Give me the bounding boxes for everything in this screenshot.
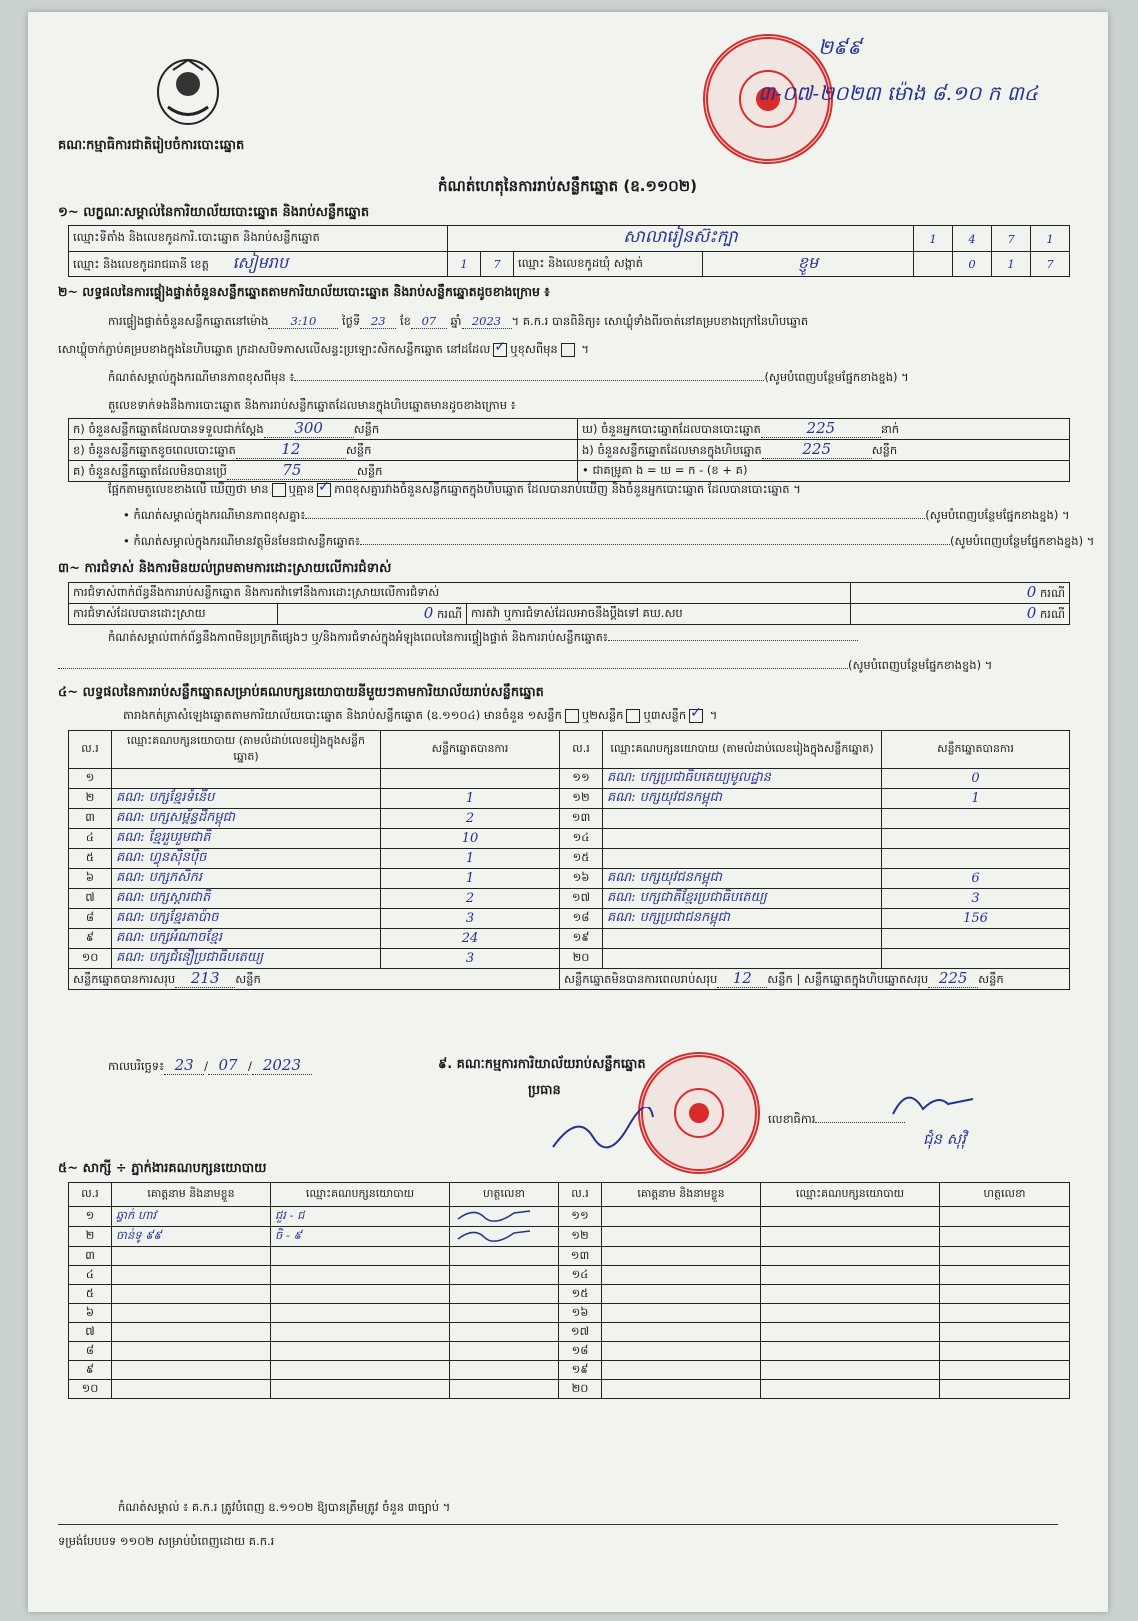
party-votes: 10: [381, 829, 560, 849]
witness-party: [271, 1323, 450, 1342]
witness-party: ចិ - ៩: [271, 1227, 450, 1247]
row-number: ៦: [69, 869, 112, 889]
row-number: ១៦: [559, 1304, 602, 1323]
row-number: ៨: [69, 909, 112, 929]
witness-signature: [940, 1380, 1070, 1399]
witness-signature: [940, 1304, 1070, 1323]
row-number: ១៧: [559, 1323, 602, 1342]
witness-signature: [450, 1323, 559, 1342]
date-year: 2023: [252, 1056, 312, 1075]
witness-signature: [450, 1361, 559, 1380]
note-foreign-objects: • កំណត់សម្គាល់ក្នុងករណីមានវត្ថុមិនមែនជាសន្លឹកឆ្នោត៖ (សូមបំពេញបន្ថែមផ្នែកខាងខ្នង) ។: [123, 534, 1095, 548]
province-value: សៀមរាប: [232, 253, 289, 272]
witness-party: [271, 1285, 450, 1304]
row-number: ១៥: [560, 849, 603, 869]
diff-no-checkbox[interactable]: [317, 483, 331, 497]
row-number: ១៥: [559, 1285, 602, 1304]
party-votes: [882, 949, 1070, 969]
party-name: គណ: បក្សកសិករ: [112, 869, 381, 889]
witness-name: [112, 1304, 271, 1323]
changed-checkbox[interactable]: [561, 343, 575, 357]
row-number: ៤: [69, 829, 112, 849]
received-count: 300: [264, 419, 354, 438]
results-row: [69, 809, 1070, 829]
verify-line-1: ការផ្ទៀងផ្ទាត់ចំនួនសន្លឹកឆ្នោតនៅម៉ោង 3:10 ថ្ងៃទី 23 ខែ 07 ឆ្នាំ 2023 ។ គ.ក.រ បានពិនិត្យ៖ សោឃ្លុំទាំងពីរចាត់នៅគម្របខាងក្រៅនៃហិបឆ្នោត: [108, 314, 809, 328]
results-table: ល.រ ឈ្មោះគណបក្សនយោបាយ (តាមលំដាប់លេខរៀងក្នុងសន្លឹកឆ្នោត) សន្លឹកឆ្នោតបានការ ល.រ ឈ្មោះគណបក្សនយោបាយ (តាមលំដាប់លេខរៀងក្នុងសន្លឹកឆ្នោត) សន្លឹកឆ្នោតបានការ ១ ១១ គណ: បក្សប្រជាធិបតេយ្យមូលដ្ឋាន 0 ២ គណ: បក្សខ្មែរទំនើប 1 ១២ គណ: បក្សយុវជនកម្ពុជា 1 ៣ គណ: បក្សសម្ព័ន្ធដីកម្ពុជា 2 ១៣ ៤ គណ: ខ្មែររួបរួមជាតិ 10 ១៤ ៥ គណ: ហ្វុនស៊ិនប៉ិច 1 ១៥ ៦ គណ: បក្សកសិករ 1 ១៦ គណ: បក្សយុវជនកម្ពុជា 6 ៧ គណ: បក្សស្តារជាតិ 2 ១៧ គណ: បក្សជាតិខ្មែរប្រជាធិបតេយ្យ 3 ៨ គណ: បក្សខ្មែរតាប៉ាច 3 ១៨ គណ: បក្សប្រជាជនកម្ពុជា 156 ៩ គណ: បក្សអំណាចខ្មែរ 24 ១៩ ១០ គណ: បក្សជំនឿប្រជាធិបតេយ្យ 3 ២០ សន្លឹកឆ្នោតបានការសរុប 213 សន្លឹក សន្លឹកឆ្នោតមិនបានការពេលរាប់សរុប 12 សន្លឹក | សន្លឹកឆ្នោតក្នុងហិបឆ្នោតសរុប 225 សន្លឹក: [68, 730, 1070, 990]
box-count: 225: [762, 440, 872, 459]
witness-row: [69, 1361, 1070, 1380]
party-name: [603, 929, 882, 949]
witness-name: [112, 1285, 271, 1304]
witness-row: [69, 1227, 1070, 1247]
results-row: [69, 849, 1070, 869]
row-number: ១៩: [559, 1361, 602, 1380]
loc-code-3: 7: [992, 226, 1031, 252]
witness-signature: [940, 1323, 1070, 1342]
results-row: [69, 789, 1070, 809]
party-votes: 1: [381, 789, 560, 809]
verify-day: 23: [360, 314, 396, 329]
party-name: គណ: បក្សខ្មែរតាប៉ាច: [112, 909, 381, 929]
witness-party: [761, 1227, 940, 1247]
footer-divider: [58, 1524, 1058, 1525]
appeal-count: 0: [1026, 604, 1037, 622]
row-number: ១៤: [559, 1266, 602, 1285]
row-number: ២: [69, 1227, 112, 1247]
footer-note: កំណត់សម្គាល់ ៖ គ.ក.រ ត្រូវបំពេញ ឧ.១១០២ ឱ្យបានត្រឹមត្រូវ ចំនួន ៣ច្បាប់ ។: [118, 1500, 451, 1514]
objection-note: កំណត់សម្គាល់ពាក់ព័ន្ធនឹងភាពមិនប្រក្រតីផ្សេងៗ ឬ/និងការជំទាស់ក្នុងអំឡុងពេលនៃការផ្ទៀងផ្ទាត់ និងការរាប់សន្លឹកឆ្នោត៖: [108, 630, 858, 647]
verify-month: 07: [411, 314, 447, 329]
witness-name: [602, 1380, 761, 1399]
row-number: ១៧: [560, 889, 603, 909]
party-name: [603, 829, 882, 849]
row-number: ៣: [69, 809, 112, 829]
row-number: ៥: [69, 1285, 112, 1304]
party-name: [603, 809, 882, 829]
row-number: ៩: [69, 1361, 112, 1380]
party-name: គណ: បក្សជាតិខ្មែរប្រជាធិបតេយ្យ: [603, 889, 882, 909]
date-day: 23: [164, 1056, 204, 1075]
total-box: 225: [928, 969, 978, 988]
witness-signature: [450, 1266, 559, 1285]
secretary-signature: [888, 1084, 978, 1128]
party-votes: 24: [381, 929, 560, 949]
party-name: គណ: បក្សប្រជាធិបតេយ្យមូលដ្ឋាន: [603, 769, 882, 789]
witness-signature: [940, 1285, 1070, 1304]
tally-sheet-line: តារាងកត់ត្រាសំឡេងឆ្នោតតាមការិយាល័យបោះឆ្នោត និងរាប់សន្លឹកឆ្នោត (ឧ.១១០៤) មានចំនួន ១សន្លឹក ឬ២សន្លឹក ឬ៣សន្លឹក✓ ។: [123, 708, 717, 725]
verify-time: 3:10: [268, 314, 338, 329]
party-votes: [381, 769, 560, 789]
secretary-name: ជុំន សុវ៉ិ: [923, 1130, 966, 1148]
row-number: ១៨: [560, 909, 603, 929]
resolved-count: 0: [423, 604, 434, 622]
row-number: ១៣: [559, 1247, 602, 1266]
witness-signature: [450, 1207, 559, 1227]
witness-name: ចាន់ទូ ៩៩: [112, 1227, 271, 1247]
chair-label: ប្រធាន: [528, 1083, 561, 1098]
objection-note-line2: (សូមបំពេញបន្ថែមផ្នែកខាងខ្នង) ។: [58, 658, 992, 675]
party-votes: 2: [381, 809, 560, 829]
results-row: [69, 869, 1070, 889]
party-votes: 3: [381, 909, 560, 929]
party-votes: 6: [882, 869, 1070, 889]
witness-row: [69, 1380, 1070, 1399]
witness-name: [602, 1285, 761, 1304]
row-number: ១: [69, 1207, 112, 1227]
verify-year: 2023: [462, 314, 512, 329]
witness-name: [112, 1342, 271, 1361]
figures-intro: តួលេខទាក់ទងនឹងការបោះឆ្នោត និងការរាប់សន្លឹកឆ្នោតដែលមានក្នុងហិបឆ្នោតមានដូចខាងក្រោម ៖: [108, 398, 516, 412]
witness-signature: [940, 1207, 1070, 1227]
witness-party: [761, 1304, 940, 1323]
witness-party: [761, 1323, 940, 1342]
witness-row: [69, 1342, 1070, 1361]
formula: • ជាគម្រូគា ង = ឃ = ក - (ខ + គ): [578, 461, 1070, 482]
row-number: ២០: [560, 949, 603, 969]
row-number: ១០: [69, 1380, 112, 1399]
party-votes: 1: [882, 789, 1070, 809]
party-name: គណ: បក្សយុវជនកម្ពុជា: [603, 869, 882, 889]
witness-row: [69, 1207, 1070, 1227]
org-name: គណៈកម្មាធិការជាតិរៀបចំការបោះឆ្នោត: [58, 138, 245, 153]
objections-table: ការជំទាស់ពាក់ព័ន្ធនឹងការរាប់សន្លឹកឆ្នោត និងការតវ៉ាទៅនឹងការដោះស្រាយលើការជំទាស់ 0 ករណី ការជំទាស់ដែលបានដោះស្រាយ 0 ករណី ការតវ៉ា ឬការជំទាស់ដែលអាចនឹងប្តឹងទៅ គឃ.សប 0 ករណី: [68, 582, 1070, 625]
witness-name: [602, 1304, 761, 1323]
witness-signature: [940, 1342, 1070, 1361]
party-name: គណ: បក្សអំណាចខ្មែរ: [112, 929, 381, 949]
witness-party: [761, 1285, 940, 1304]
row-number: ១៩: [560, 929, 603, 949]
witness-name: ឆ្វាក់ ហាវ: [112, 1207, 271, 1227]
party-name: គណ: ហ្វុនស៊ិនប៉ិច: [112, 849, 381, 869]
party-name: គណ: បក្សជំនឿប្រជាធិបតេយ្យ: [112, 949, 381, 969]
chair-signature: [548, 1107, 658, 1161]
verify-line-2: សោឃ្លុំចាក់ភ្ជាប់គម្របខាងក្នុងនៃហិបឆ្នោត ក្រដាសបិទភាសលើសន្ទះប្រឡោះសិកសន្លឹកឆ្នោត នៅដដែល✓ ឬខុសពីមុន ។: [58, 342, 589, 359]
province-label: ឈ្មោះ និងលេខកូដរាជធានី ខេត្ត: [73, 257, 209, 271]
party-votes: 0: [882, 769, 1070, 789]
sheet2-checkbox[interactable]: [626, 709, 640, 723]
row-number: ១០: [69, 949, 112, 969]
document-page: [28, 12, 1108, 1612]
witness-name: [602, 1361, 761, 1380]
results-row: [69, 909, 1070, 929]
party-votes: 156: [882, 909, 1070, 929]
witness-name: [112, 1361, 271, 1380]
note-difference: • កំណត់សម្គាល់ក្នុងករណីមានភាពខុសគ្នា៖ (សូមបំពេញបន្ថែមផ្នែកខាងខ្នង) ។: [123, 508, 1070, 522]
loc-code-4: 1: [1031, 226, 1070, 252]
party-votes: 3: [381, 949, 560, 969]
row-number: ១២: [560, 789, 603, 809]
com-code-1: 0: [953, 252, 992, 277]
witness-name: [602, 1323, 761, 1342]
witness-party: [761, 1380, 940, 1399]
section4-heading: ៤~ លទ្ធផលនៃការរាប់សន្លឹកឆ្នោតសម្រាប់គណបក្សនយោបាយនីមួយៗតាមការិយាល័យរាប់សន្លឹកឆ្នោត: [58, 685, 544, 700]
witness-row: [69, 1266, 1070, 1285]
party-name: [603, 849, 882, 869]
witness-party: [271, 1266, 450, 1285]
row-number: ៤: [69, 1266, 112, 1285]
objections-count: 0: [1026, 583, 1037, 601]
party-name: គណ: បក្សសម្ព័ន្ធដីកម្ពុជា: [112, 809, 381, 829]
row-number: ១១: [560, 769, 603, 789]
date-month: 07: [208, 1056, 248, 1075]
row-number: ៨: [69, 1342, 112, 1361]
row-number: ៩: [69, 929, 112, 949]
witness-name: [112, 1266, 271, 1285]
party-votes: 1: [381, 849, 560, 869]
location-value: សាលារៀនស៊ះក្បា: [448, 226, 914, 252]
com-code-3: 7: [1031, 252, 1070, 277]
row-number: ៧: [69, 889, 112, 909]
note-diff-before: កំណត់សម្គាល់ក្នុងករណីមានភាពខុសពីមុន ៖ (សូមបំពេញបន្ថែមផ្នែកខាងខ្នង) ។: [108, 370, 909, 384]
witness-signature: [450, 1227, 559, 1247]
row-number: ៧: [69, 1323, 112, 1342]
party-votes: [882, 809, 1070, 829]
witness-name: [112, 1247, 271, 1266]
witness-party: [271, 1247, 450, 1266]
witness-signature: [940, 1227, 1070, 1247]
loc-code-2: 4: [953, 226, 992, 252]
row-number: ២: [69, 789, 112, 809]
witness-signature: [450, 1285, 559, 1304]
voters-count: 225: [761, 419, 881, 438]
party-name: គណ: បក្សប្រជាជនកម្ពុជា: [603, 909, 882, 929]
commune-label: ឈ្មោះ និងលេខកូដឃុំ សង្កាត់: [514, 252, 703, 277]
row-number: ២០: [559, 1380, 602, 1399]
witness-signature: [450, 1342, 559, 1361]
party-votes: 3: [882, 889, 1070, 909]
witness-signature: [450, 1304, 559, 1323]
prov-code-1: 1: [448, 252, 481, 277]
party-name: [603, 949, 882, 969]
row-number: ៥: [69, 849, 112, 869]
section1-heading: ១~ លក្ខណៈសម្គាល់នៃការិយាល័យបោះឆ្នោត និងរាប់សន្លឹកឆ្នោត: [58, 205, 370, 220]
party-votes: 1: [381, 869, 560, 889]
party-name: [112, 769, 381, 789]
witness-party: [271, 1342, 450, 1361]
witness-party: [761, 1207, 940, 1227]
emblem-icon: [153, 52, 223, 127]
witness-row: [69, 1323, 1070, 1342]
stamp-note: ៣-០៧-២០២៣ ម៉ោង ៨.១០ ក ៣៤: [758, 81, 1038, 105]
witness-party: [271, 1304, 450, 1323]
party-votes: 2: [381, 889, 560, 909]
commune-value: ខ្ញូម: [703, 252, 914, 277]
loc-code-1: 1: [914, 226, 953, 252]
party-name: គណ: បក្សស្តារជាតិ: [112, 889, 381, 909]
section3-heading: ៣~ ការជំទាស់ និងការមិនយល់ព្រមតាមការដោះស្រាយលើការជំទាស់: [58, 561, 392, 576]
results-row: [69, 829, 1070, 849]
row-number: ១១: [559, 1207, 602, 1227]
witness-row: [69, 1304, 1070, 1323]
witness-party: [761, 1342, 940, 1361]
witness-name: [602, 1342, 761, 1361]
party-name: គណ: ខ្មែររួបរួមជាតិ: [112, 829, 381, 849]
results-row: [69, 949, 1070, 969]
witness-party: [271, 1380, 450, 1399]
prov-code-2: 7: [481, 252, 514, 277]
row-number: ៣: [69, 1247, 112, 1266]
date-line: កាលបរិច្ឆេទ៖ 23 / 07 / 2023: [108, 1056, 312, 1076]
com-code-2: 1: [992, 252, 1031, 277]
figures-table: ក) ចំនួនសន្លឹកឆ្នោតដែលបានទទួលជាក់ស្តែង 300 សន្លឹក ឃ) ចំនួនអ្នកបោះឆ្នោតដែលបានបោះឆ្នោត 225 នាក់ ខ) ចំនួនសន្លឹកឆ្នោតខូចពេលបោះឆ្នោត 12 សន្លឹក ង) ចំនួនសន្លឹកឆ្នោតដែលមានក្នុងហិបឆ្នោត 225 សន្លឹក គ) ចំនួនសន្លឹកឆ្នោតដែលមិនបានប្រើ 75 សន្លឹក • ជាគម្រូគា ង = ឃ = ក - (ខ + គ): [68, 418, 1070, 482]
witness-name: [112, 1323, 271, 1342]
party-votes: [882, 929, 1070, 949]
witness-party: [761, 1266, 940, 1285]
unchanged-checkbox[interactable]: [493, 343, 507, 357]
location-label: ឈ្មោះទីតាំង និងលេខកូដការិ.បោះឆ្នោត និងរាប់សន្លឹកឆ្នោត: [69, 226, 448, 252]
location-table: [68, 225, 1070, 277]
row-number: ១៦: [560, 869, 603, 889]
witness-party: [271, 1361, 450, 1380]
diff-yes-checkbox[interactable]: [272, 483, 286, 497]
form-label: ទម្រង់បែបបទ ១១០២ សម្រាប់បំពេញដោយ គ.ក.រ: [58, 1534, 275, 1548]
witness-signature: [940, 1361, 1070, 1380]
row-number: ១២: [559, 1227, 602, 1247]
row-number: ៦: [69, 1304, 112, 1323]
total-valid: 213: [175, 969, 235, 988]
party-votes: [882, 849, 1070, 869]
row-number: ១៣: [560, 809, 603, 829]
section5-heading: ៥~ សាក្សី ÷ ភ្នាក់ងារគណបក្សនយោបាយ: [58, 1161, 267, 1176]
results-row: [69, 929, 1070, 949]
party-votes: [882, 829, 1070, 849]
witness-signature: [940, 1266, 1070, 1285]
compare-line: ផ្អែកតាមតួលេខខាងលើ ឃើញថា មាន ឬគ្មាន✓ ភាពខុសគ្នារវាងចំនួនសន្លឹកឆ្នោតក្នុងហិបឆ្នោត ដែលបានរាប់ឃើញ និងចំនួនអ្នកបោះឆ្នោត ដែលបានបោះឆ្នោត ។: [108, 482, 801, 499]
party-name: គណ: បក្សខ្មែរទំនើប: [112, 789, 381, 809]
results-row: [69, 769, 1070, 789]
witness-row: [69, 1285, 1070, 1304]
witness-name: [112, 1380, 271, 1399]
witness-row: [69, 1247, 1070, 1266]
total-invalid: 12: [717, 969, 767, 988]
doc-title: កំណត់ហេតុនៃការរាប់សន្លឹកឆ្នោត (ឧ.១១០២): [438, 177, 698, 195]
committee-label: ៩. គណៈកម្មការការិយាល័យរាប់សន្លឹកឆ្នោត: [438, 1057, 646, 1072]
witness-signature: [940, 1247, 1070, 1266]
witness-name: [602, 1247, 761, 1266]
witness-table: ល.រ គោត្តនាម និងនាមខ្លួន ឈ្មោះគណបក្សនយោបាយ ហត្ថលេខា ល.រ គោត្តនាម និងនាមខ្លួន ឈ្មោះគណបក្សនយោបាយ ហត្ថលេខា ១ ឆ្វាក់ ហាវ ជួរ - ជ ១១ ២ ចាន់ទូ ៩៩ ចិ - ៩ ១២ ៣ ១៣ ៤ ១៤ ៥ ១៥ ៦ ១៦ ៧ ១៧ ៨ ១៨ ៩ ១៩ ១០ ២០: [68, 1182, 1070, 1399]
row-number: ១៨: [559, 1342, 602, 1361]
unused-count: 75: [227, 461, 357, 480]
party-name: គណ: បក្សយុវជនកម្ពុជា: [603, 789, 882, 809]
row-number: ១៤: [560, 829, 603, 849]
stamp-number: ២៩៩: [818, 35, 862, 59]
row-number: ១: [69, 769, 112, 789]
witness-party: [761, 1247, 940, 1266]
witness-signature: [450, 1380, 559, 1399]
spoiled-count: 12: [236, 440, 346, 459]
secretary-line: លេខាធិការ: [768, 1112, 905, 1129]
witness-party: [761, 1361, 940, 1380]
sheet1-checkbox[interactable]: [565, 709, 579, 723]
sheet3-checkbox[interactable]: [689, 709, 703, 723]
witness-party: ជួរ - ជ: [271, 1207, 450, 1227]
section2-heading: ២~ លទ្ធផលនៃការផ្ទៀងផ្ទាត់ចំនួនសន្លឹកឆ្នោតតាមការិយាល័យបោះឆ្នោត និងរាប់សន្លឹកឆ្នោតដូចខាងក្រោម ៖: [58, 284, 550, 299]
witness-name: [602, 1227, 761, 1247]
witness-name: [602, 1266, 761, 1285]
witness-signature: [450, 1247, 559, 1266]
results-row: [69, 889, 1070, 909]
witness-name: [602, 1207, 761, 1227]
